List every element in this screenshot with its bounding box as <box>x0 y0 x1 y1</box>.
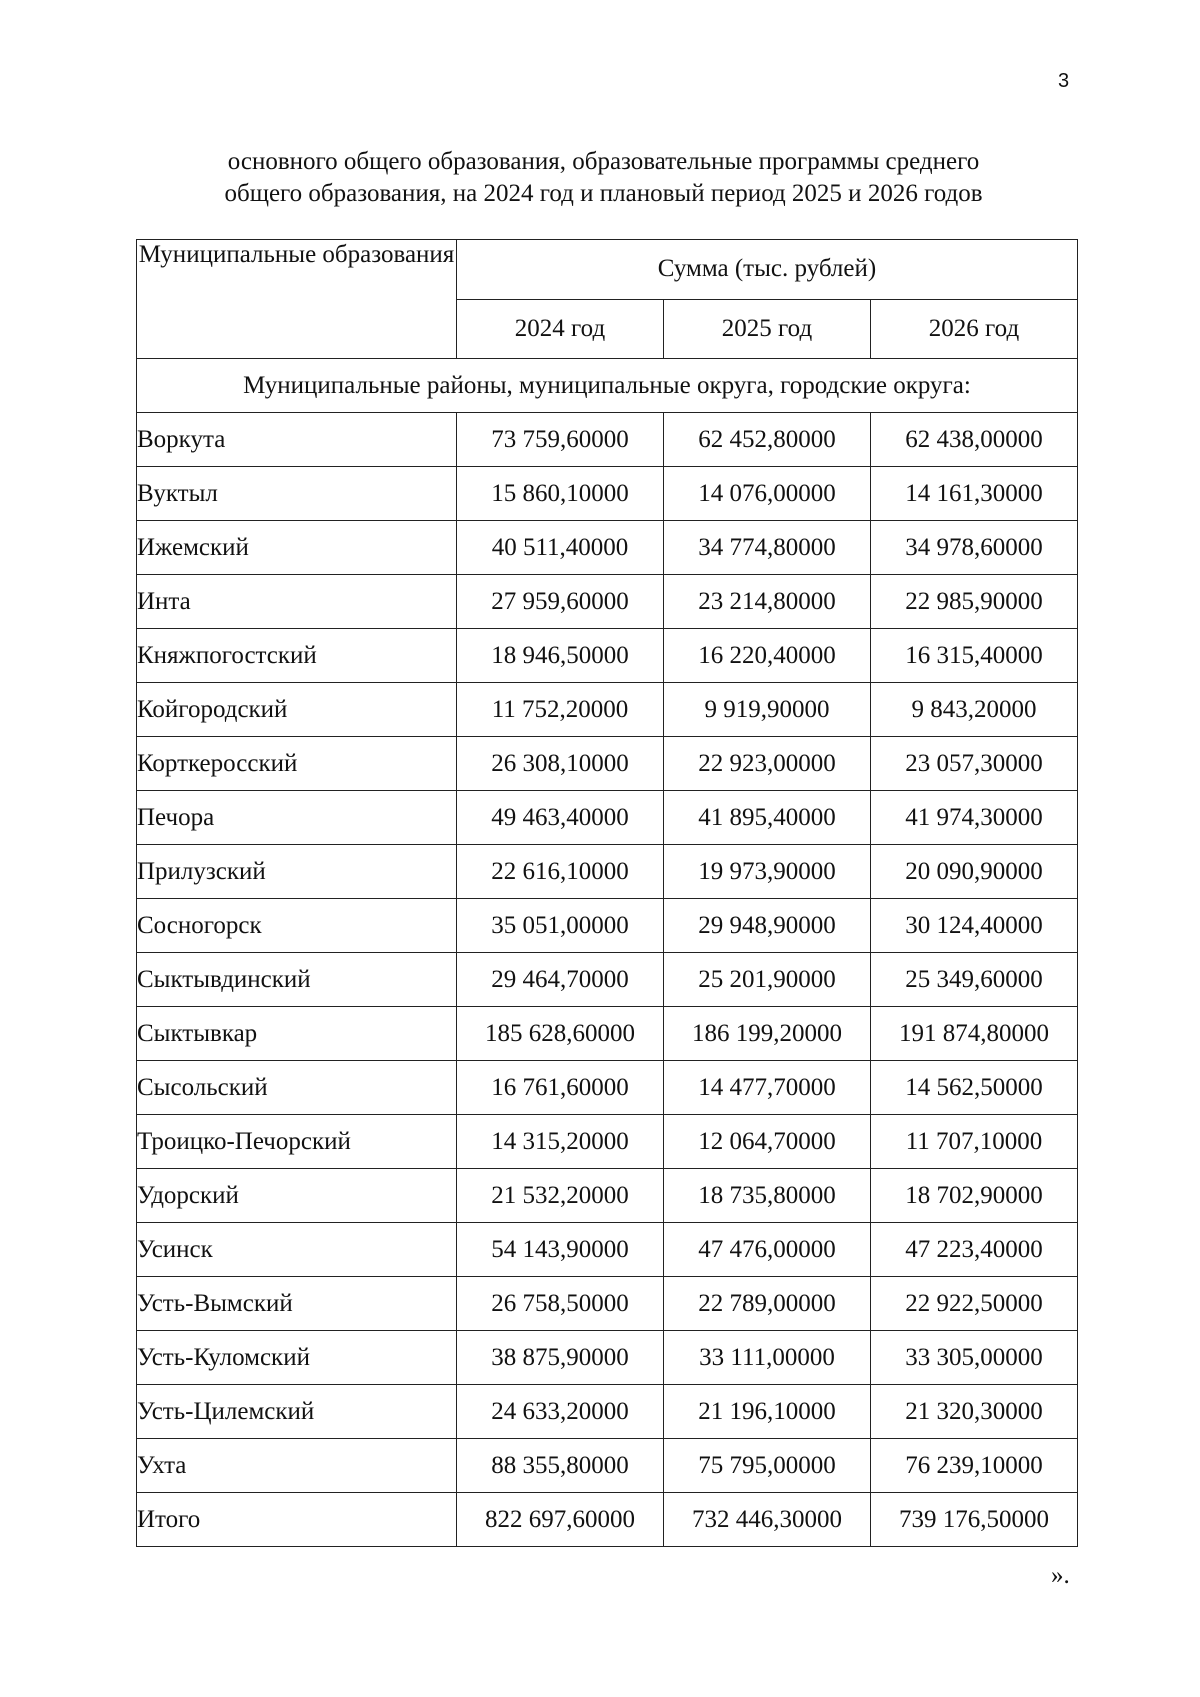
amount-2024: 26 308,10000 <box>457 737 664 791</box>
amount-2026: 22 985,90000 <box>871 575 1078 629</box>
municipality-name: Инта <box>137 575 457 629</box>
total-row <box>137 1493 1078 1547</box>
amount-2026: 21 320,30000 <box>871 1385 1078 1439</box>
municipality-name: Койгородский <box>137 683 457 737</box>
table-row <box>137 1061 1078 1115</box>
table-row <box>137 467 1078 521</box>
table-row <box>137 1115 1078 1169</box>
amount-2024: 40 511,40000 <box>457 521 664 575</box>
amount-2024: 14 315,20000 <box>457 1115 664 1169</box>
amount-2025: 62 452,80000 <box>664 413 871 467</box>
municipality-name: Сыктывкар <box>137 1007 457 1061</box>
municipality-name: Ижемский <box>137 521 457 575</box>
amount-2026: 18 702,90000 <box>871 1169 1078 1223</box>
header-year-2024: 2024 год <box>457 299 664 359</box>
amount-2026: 9 843,20000 <box>871 683 1078 737</box>
closing-quote-mark: ». <box>1051 1562 1070 1589</box>
amount-2024: 24 633,20000 <box>457 1385 664 1439</box>
amount-2024: 54 143,90000 <box>457 1223 664 1277</box>
amount-2025: 41 895,40000 <box>664 791 871 845</box>
heading-line-1: основного общего образования, образовательные программы среднего <box>227 148 980 175</box>
table-row <box>137 629 1078 683</box>
amount-2025: 9 919,90000 <box>664 683 871 737</box>
table-row <box>137 1331 1078 1385</box>
amount-2026: 20 090,90000 <box>871 845 1078 899</box>
municipality-name: Сосногорск <box>137 899 457 953</box>
amount-2025: 75 795,00000 <box>664 1439 871 1493</box>
budget-table <box>136 239 1078 1547</box>
amount-2025: 14 477,70000 <box>664 1061 871 1115</box>
amount-2024: 29 464,70000 <box>457 953 664 1007</box>
amount-2024: 11 752,20000 <box>457 683 664 737</box>
section-title: Муниципальные районы, муниципальные округа, городские округа: <box>137 359 1078 413</box>
table-row <box>137 845 1078 899</box>
amount-2024: 18 946,50000 <box>457 629 664 683</box>
document-heading <box>136 146 1071 210</box>
municipality-name: Прилузский <box>137 845 457 899</box>
table-row <box>137 1223 1078 1277</box>
amount-2025: 23 214,80000 <box>664 575 871 629</box>
header-municipalities: Муниципальные образования <box>137 240 457 359</box>
amount-2026: 33 305,00000 <box>871 1331 1078 1385</box>
amount-2026: 30 124,40000 <box>871 899 1078 953</box>
table-row <box>137 1439 1078 1493</box>
amount-2025: 29 948,90000 <box>664 899 871 953</box>
amount-2024: 21 532,20000 <box>457 1169 664 1223</box>
header-sum: Сумма (тыс. рублей) <box>457 240 1078 300</box>
municipality-name: Усть-Цилемский <box>137 1385 457 1439</box>
amount-2026: 14 562,50000 <box>871 1061 1078 1115</box>
amount-2026: 739 176,50000 <box>871 1493 1078 1547</box>
municipality-name: Сысольский <box>137 1061 457 1115</box>
table-row <box>137 1385 1078 1439</box>
municipality-name: Ухта <box>137 1439 457 1493</box>
table-row <box>137 575 1078 629</box>
amount-2026: 22 922,50000 <box>871 1277 1078 1331</box>
table-row <box>137 1169 1078 1223</box>
municipality-name: Княжпогостский <box>137 629 457 683</box>
table-row <box>137 413 1078 467</box>
amount-2025: 14 076,00000 <box>664 467 871 521</box>
amount-2025: 12 064,70000 <box>664 1115 871 1169</box>
page-number: 3 <box>1058 70 1070 92</box>
amount-2024: 35 051,00000 <box>457 899 664 953</box>
municipality-name: Троицко-Печорский <box>137 1115 457 1169</box>
amount-2026: 47 223,40000 <box>871 1223 1078 1277</box>
amount-2026: 11 707,10000 <box>871 1115 1078 1169</box>
amount-2024: 16 761,60000 <box>457 1061 664 1115</box>
header-year-2025: 2025 год <box>664 299 871 359</box>
amount-2024: 185 628,60000 <box>457 1007 664 1061</box>
amount-2024: 822 697,60000 <box>457 1493 664 1547</box>
amount-2026: 191 874,80000 <box>871 1007 1078 1061</box>
table-row <box>137 899 1078 953</box>
amount-2024: 73 759,60000 <box>457 413 664 467</box>
table-row <box>137 737 1078 791</box>
amount-2025: 33 111,00000 <box>664 1331 871 1385</box>
amount-2025: 22 923,00000 <box>664 737 871 791</box>
amount-2024: 27 959,60000 <box>457 575 664 629</box>
municipality-name: Удорский <box>137 1169 457 1223</box>
total-label: Итого <box>137 1493 457 1547</box>
amount-2025: 22 789,00000 <box>664 1277 871 1331</box>
amount-2026: 62 438,00000 <box>871 413 1078 467</box>
amount-2025: 186 199,20000 <box>664 1007 871 1061</box>
amount-2026: 14 161,30000 <box>871 467 1078 521</box>
table-row <box>137 521 1078 575</box>
amount-2024: 49 463,40000 <box>457 791 664 845</box>
amount-2025: 47 476,00000 <box>664 1223 871 1277</box>
municipality-name: Усть-Вымский <box>137 1277 457 1331</box>
amount-2024: 22 616,10000 <box>457 845 664 899</box>
amount-2025: 34 774,80000 <box>664 521 871 575</box>
amount-2024: 38 875,90000 <box>457 1331 664 1385</box>
municipality-name: Усинск <box>137 1223 457 1277</box>
table-row <box>137 791 1078 845</box>
amount-2024: 88 355,80000 <box>457 1439 664 1493</box>
table-row <box>137 953 1078 1007</box>
amount-2026: 25 349,60000 <box>871 953 1078 1007</box>
table-row <box>137 683 1078 737</box>
amount-2026: 16 315,40000 <box>871 629 1078 683</box>
amount-2026: 76 239,10000 <box>871 1439 1078 1493</box>
amount-2024: 15 860,10000 <box>457 467 664 521</box>
amount-2025: 732 446,30000 <box>664 1493 871 1547</box>
municipality-name: Корткеросский <box>137 737 457 791</box>
amount-2025: 16 220,40000 <box>664 629 871 683</box>
amount-2026: 41 974,30000 <box>871 791 1078 845</box>
table-row <box>137 1277 1078 1331</box>
municipality-name: Вуктыл <box>137 467 457 521</box>
amount-2025: 21 196,10000 <box>664 1385 871 1439</box>
heading-line-2: общего образования, на 2024 год и плановый период 2025 и 2026 годов <box>224 180 983 207</box>
amount-2026: 23 057,30000 <box>871 737 1078 791</box>
municipality-name: Сыктывдинский <box>137 953 457 1007</box>
amount-2026: 34 978,60000 <box>871 521 1078 575</box>
amount-2024: 26 758,50000 <box>457 1277 664 1331</box>
amount-2025: 19 973,90000 <box>664 845 871 899</box>
municipality-name: Печора <box>137 791 457 845</box>
municipality-name: Воркута <box>137 413 457 467</box>
amount-2025: 25 201,90000 <box>664 953 871 1007</box>
table-row <box>137 1007 1078 1061</box>
municipality-name: Усть-Куломский <box>137 1331 457 1385</box>
header-year-2026: 2026 год <box>871 299 1078 359</box>
amount-2025: 18 735,80000 <box>664 1169 871 1223</box>
